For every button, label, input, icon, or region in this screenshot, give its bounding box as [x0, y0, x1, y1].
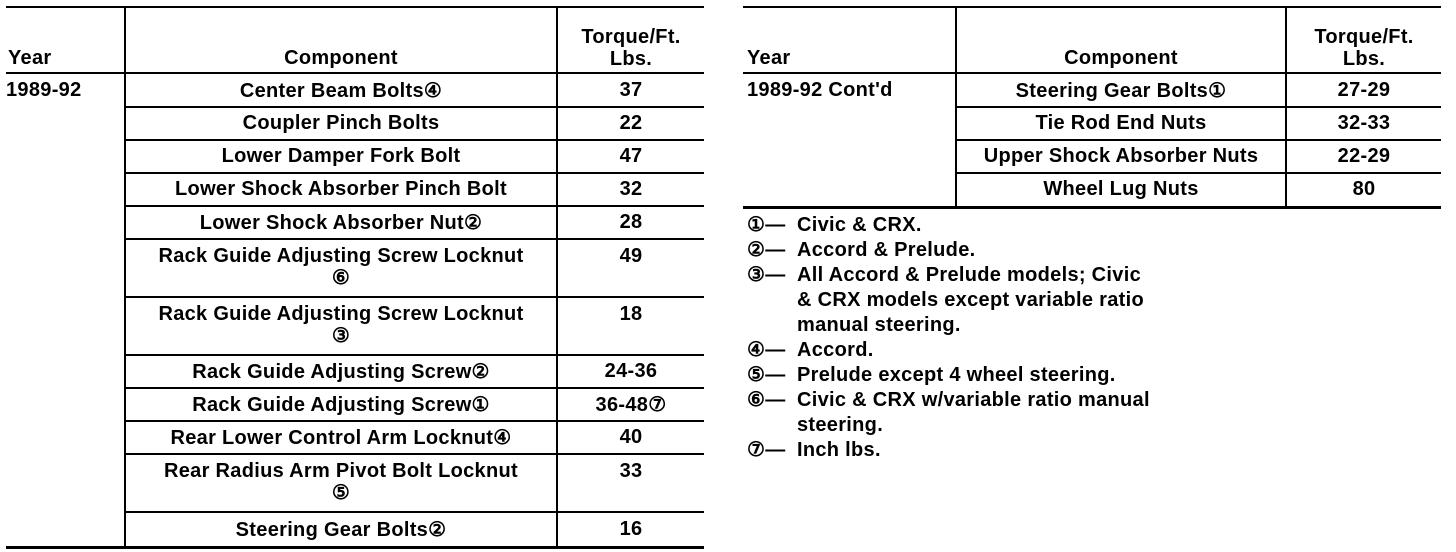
table-row-torque: 27-29 — [1286, 73, 1441, 107]
year-label: 1989-92 Cont'd — [747, 79, 893, 101]
footnote-text-cont: & CRX models except variable ratio — [797, 289, 1144, 311]
footnote-text-cont: steering. — [797, 414, 884, 436]
table-row-torque: 28 — [557, 206, 704, 239]
footnote-marker: ④— — [747, 339, 786, 361]
footnote-marker: ⑥— — [747, 389, 786, 411]
component-text: Rack Guide Adjusting Screw Locknut — [158, 245, 524, 267]
footnote-item — [747, 238, 1150, 263]
footnote-marker: ⑤— — [747, 364, 786, 386]
torque-header-line2: Lbs. — [609, 48, 653, 70]
torque-header-line2: Lbs. — [1342, 48, 1386, 70]
table-row-torque: 40 — [557, 421, 704, 454]
table-row-torque: 36-48⑦ — [557, 388, 704, 421]
component-text: Rack Guide Adjusting Screw Locknut — [158, 303, 524, 325]
footnote-marker: ③ — [331, 325, 351, 347]
table-row-component: Steering Gear Bolts① — [956, 73, 1286, 107]
component-header: Component — [956, 7, 1286, 73]
footnote-item — [747, 263, 1150, 338]
torque-header-line1: Torque/Ft. — [1314, 26, 1414, 48]
footnote-text: Accord. — [797, 339, 874, 361]
table-row-component — [125, 239, 557, 297]
footnote-marker: ①— — [747, 214, 786, 236]
footnote-marker: ⑤ — [331, 482, 351, 504]
right-torque-table — [743, 6, 1441, 209]
component-text: Rear Radius Arm Pivot Bolt Locknut — [164, 460, 518, 482]
year-cell — [6, 73, 125, 547]
table-row-torque: 18 — [557, 297, 704, 355]
table-row-component — [125, 454, 557, 512]
table-row-component: Center Beam Bolts④ — [125, 73, 557, 107]
table-row-torque: 37 — [557, 73, 704, 107]
year-header: Year — [747, 47, 791, 69]
footnote-marker: ②— — [747, 239, 786, 261]
year-label: 1989-92 — [6, 79, 82, 101]
table-row-torque: 32 — [557, 173, 704, 206]
footnote-text: Inch lbs. — [797, 439, 881, 461]
table-row-component: Rack Guide Adjusting Screw① — [125, 388, 557, 421]
torque-header-line1: Torque/Ft. — [581, 26, 681, 48]
footnote-item — [747, 388, 1150, 438]
footnote-text: Prelude except 4 wheel steering. — [797, 364, 1116, 386]
table-row-torque: 33 — [557, 454, 704, 512]
table-row-component: Lower Shock Absorber Pinch Bolt — [125, 173, 557, 206]
table-row-torque: 22 — [557, 107, 704, 140]
footnote-text-cont: manual steering. — [797, 314, 961, 336]
year-cell — [743, 73, 956, 207]
table-row-torque: 16 — [619, 517, 643, 540]
footnotes — [747, 213, 1150, 463]
table-row-torque: 49 — [557, 239, 704, 297]
torque-header — [557, 7, 704, 73]
footnote-marker: ③— — [747, 264, 786, 286]
table-row-component: Upper Shock Absorber Nuts — [956, 140, 1286, 173]
table-row-torque: 47 — [557, 140, 704, 173]
left-torque-table — [6, 6, 704, 549]
year-header: Year — [8, 47, 52, 69]
footnote-marker: ⑥ — [331, 267, 351, 289]
table-row-component: Lower Shock Absorber Nut② — [125, 206, 557, 239]
table-row-component: Steering Gear Bolts② — [125, 512, 557, 547]
table-row-torque: 80 — [1352, 178, 1376, 201]
table-row-component: Rack Guide Adjusting Screw② — [125, 355, 557, 388]
footnote-marker: ⑦— — [747, 439, 786, 461]
footnote-item — [747, 438, 1150, 463]
table-row-component: Tie Rod End Nuts — [956, 107, 1286, 140]
table-row-torque: 32-33 — [1286, 107, 1441, 140]
footnote-item — [747, 338, 1150, 363]
table-row-torque: 24-36 — [557, 355, 704, 388]
table-row-component: Rear Lower Control Arm Locknut④ — [125, 421, 557, 454]
footnote-item — [747, 363, 1150, 388]
table-row-torque: 22-29 — [1286, 140, 1441, 173]
table-row-component — [125, 297, 557, 355]
footnote-text: All Accord & Prelude models; Civic — [797, 264, 1141, 286]
component-header: Component — [125, 7, 557, 73]
table-row-component: Wheel Lug Nuts — [956, 173, 1286, 207]
footnote-text: Civic & CRX w/variable ratio manual — [797, 389, 1150, 411]
footnote-text: Civic & CRX. — [797, 214, 922, 236]
footnote-text: Accord & Prelude. — [797, 239, 976, 261]
torque-header — [1286, 7, 1441, 73]
table-row-component: Coupler Pinch Bolts — [125, 107, 557, 140]
table-row-component: Lower Damper Fork Bolt — [125, 140, 557, 173]
footnote-item — [747, 213, 1150, 238]
